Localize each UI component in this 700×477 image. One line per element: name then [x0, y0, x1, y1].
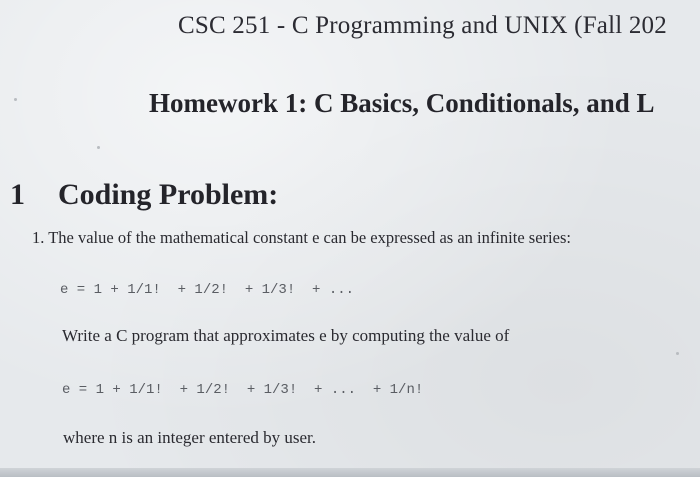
section-title: Coding Problem:	[58, 178, 279, 211]
homework-title: Homework 1: C Basics, Conditionals, and L	[149, 88, 655, 118]
partial-sum-formula: e = 1 + 1/1! + 1/2! + 1/3! + ... + 1/n!	[62, 382, 424, 398]
paper-speck	[676, 352, 679, 355]
problem-statement: 1. The value of the mathematical constant e can be expressed as an infinite series:	[32, 228, 571, 247]
instruction-text: Write a C program that approximates e by computing the value of	[62, 326, 510, 345]
paper-speck	[97, 146, 100, 149]
input-note: where n is an integer entered by user.	[63, 428, 317, 447]
page-bottom-edge	[0, 468, 700, 477]
paper-speck	[14, 98, 17, 101]
section-number: 1	[10, 178, 25, 211]
series-formula: e = 1 + 1/1! + 1/2! + 1/3! + ...	[60, 282, 355, 298]
course-title: CSC 251 - C Programming and UNIX (Fall 202	[178, 12, 667, 39]
